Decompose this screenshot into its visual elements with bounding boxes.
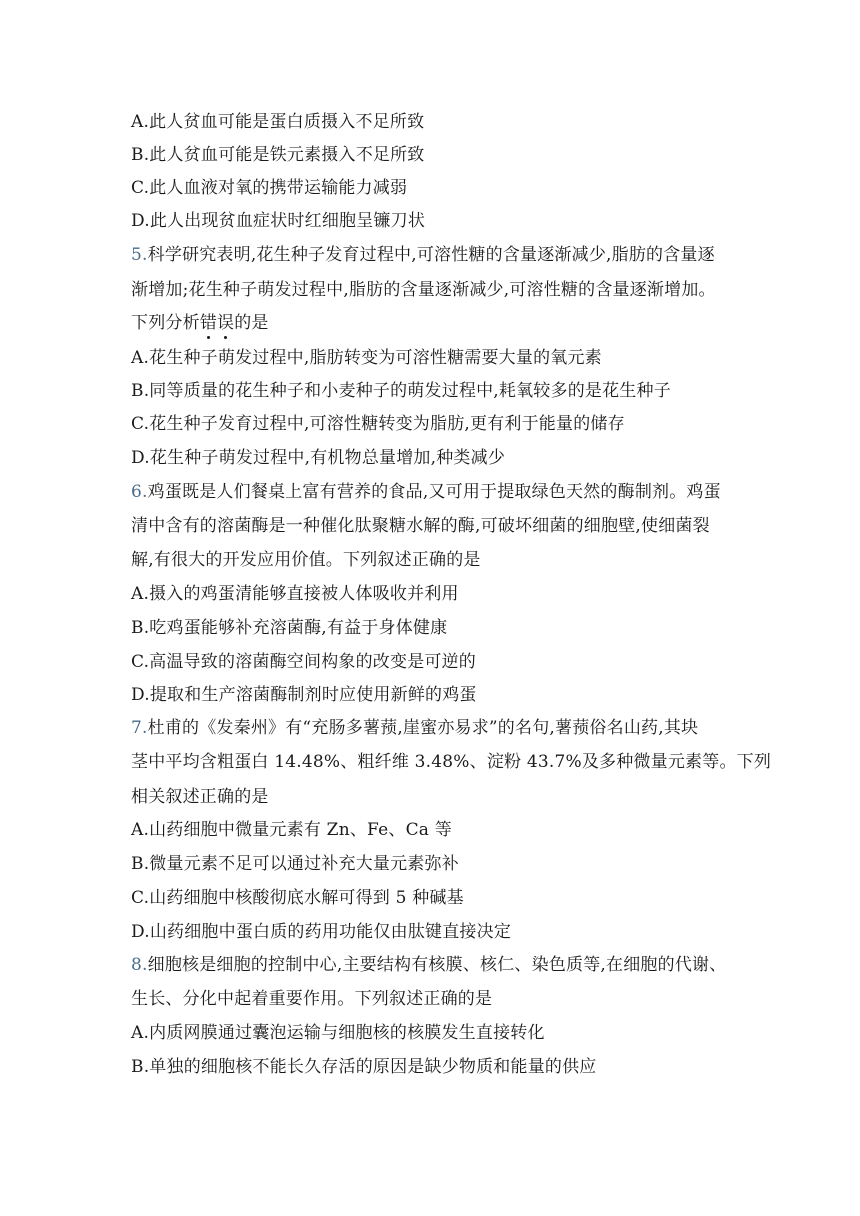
q6-number: 6. — [131, 482, 148, 502]
q8-option-a: A.内质网膜通过囊泡运输与细胞核的核膜发生直接转化 — [131, 1023, 545, 1043]
q5-option-a: A.花生种子萌发过程中,脂肪转变为可溶性糖需要大量的氧元素 — [131, 348, 602, 368]
q8-number: 8. — [131, 955, 148, 975]
q7-option-a: A.山药细胞中微量元素有 Zn、Fe、Ca 等 — [131, 820, 452, 840]
q6-option-d: D.提取和生产溶菌酶制剂时应使用新鲜的鸡蛋 — [131, 685, 477, 705]
emphasis-dot-char: 错 — [199, 313, 218, 333]
emphasis-dot-char: 误 — [217, 313, 235, 333]
q5-stem-line-3: 下列分析错误的是 — [131, 313, 269, 333]
q8-stem-line-1: 8.细胞核是细胞的控制中心,主要结构有核膜、核仁、染色质等,在细胞的代谢、 — [131, 955, 727, 975]
q4-option-b: B.此人贫血可能是铁元素摄入不足所致 — [131, 145, 425, 165]
q5-stem-line-1: 5.科学研究表明,花生种子发育过程中,可溶性糖的含量逐渐减少,脂肪的含量逐 — [131, 245, 715, 265]
q7-number: 7. — [131, 718, 148, 738]
q4-option-c: C.此人血液对氧的携带运输能力减弱 — [131, 178, 408, 198]
q6-stem-line-1: 6.鸡蛋既是人们餐桌上富有营养的食品,又可用于提取绿色天然的酶制剂。鸡蛋 — [131, 482, 721, 502]
q7-option-b: B.微量元素不足可以通过补充大量元素弥补 — [131, 854, 459, 874]
q7-option-d: D.山药细胞中蛋白质的药用功能仅由肽键直接决定 — [131, 922, 512, 942]
q5-option-c: C.花生种子发育过程中,可溶性糖转变为脂肪,更有利于能量的储存 — [131, 414, 625, 434]
q5-number: 5. — [131, 245, 148, 265]
q6-option-a: A.摄入的鸡蛋清能够直接被人体吸收并利用 — [131, 584, 459, 604]
q7-stem-line-1: 7.杜甫的《发秦州》有“充肠多薯蓣,崖蜜亦易求”的名句,薯蓣俗名山药,其块 — [131, 718, 699, 738]
q4-option-a: A.此人贫血可能是蛋白质摄入不足所致 — [131, 112, 425, 132]
q8-option-b: B.单独的细胞核不能长久存活的原因是缺少物质和能量的供应 — [131, 1057, 597, 1077]
q4-option-d: D.此人出现贫血症状时红细胞呈镰刀状 — [131, 211, 426, 231]
q5-option-d: D.花生种子萌发过程中,有机物总量增加,种类减少 — [131, 448, 506, 468]
q7-stem-line-3: 相关叙述正确的是 — [131, 787, 269, 807]
q5-stem-line-2: 渐增加;花生种子萌发过程中,脂肪的含量逐渐减少,可溶性糖的含量逐渐增加。 — [131, 280, 716, 300]
q8-stem-line-2: 生长、分化中起着重要作用。下列叙述正确的是 — [131, 989, 493, 1009]
q6-option-c: C.高温导致的溶菌酶空间构象的改变是可逆的 — [131, 652, 477, 672]
q6-option-b: B.吃鸡蛋能够补充溶菌酶,有益于身体健康 — [131, 618, 448, 638]
q7-option-c: C.山药细胞中核酸彻底水解可得到 5 种碱基 — [131, 888, 464, 908]
q7-stem-line-2: 茎中平均含粗蛋白 14.48%、粗纤维 3.48%、淀粉 43.7%及多种微量元素等。下列 — [131, 752, 772, 772]
q6-stem-line-3: 解,有很大的开发应用价值。下列叙述正确的是 — [131, 550, 481, 570]
q6-stem-line-2: 清中含有的溶菌酶是一种催化肽聚糖水解的酶,可破坏细菌的细胞壁,使细菌裂 — [131, 516, 710, 536]
q5-option-b: B.同等质量的花生种子和小麦种子的萌发过程中,耗氧较多的是花生种子 — [131, 381, 671, 401]
